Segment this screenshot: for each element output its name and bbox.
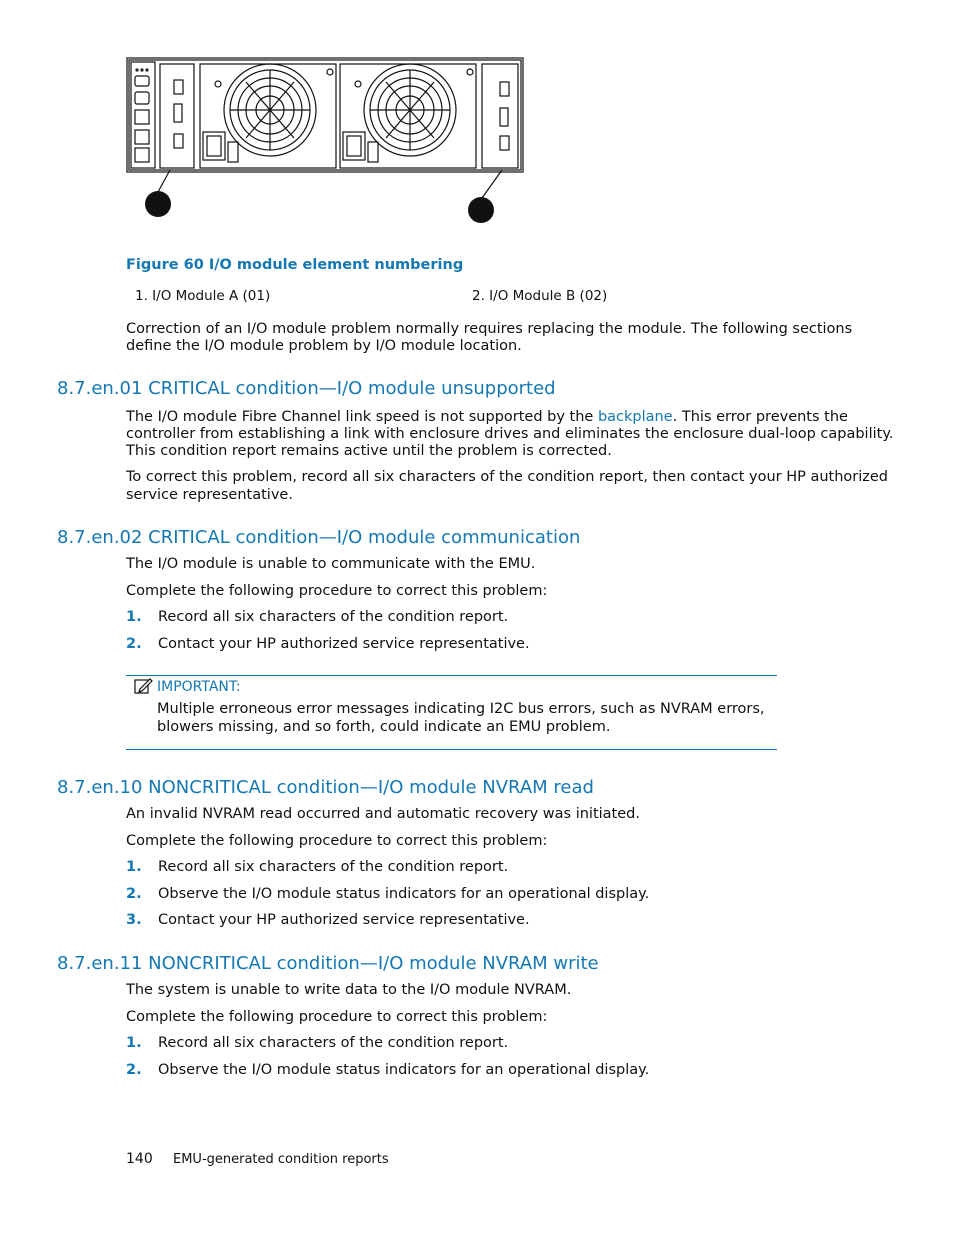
paragraph: Complete the following procedure to correct this problem:	[126, 1009, 548, 1025]
section-heading: 8.7.en.10 NONCRITICAL condition—I/O module NVRAM read	[57, 777, 594, 798]
paragraph-line: This condition report remains active until the problem is corrected.	[126, 443, 612, 459]
step-text: Record all six characters of the condition report.	[158, 859, 509, 875]
note-bottom-rule	[126, 749, 777, 750]
paragraph-line: controller from establishing a link with enclosure drives and eliminates the enclosure dual-loop capability.	[126, 426, 894, 442]
step-number: 2.	[126, 886, 142, 902]
paragraph: Complete the following procedure to correct this problem:	[126, 833, 548, 849]
step-number: 2.	[126, 1062, 142, 1078]
step-text: Contact your HP authorized service representative.	[158, 912, 530, 928]
paragraph-line	[126, 409, 848, 426]
text-run: . This error prevents the	[672, 409, 848, 425]
note-top-rule	[126, 675, 777, 676]
step-text: Record all six characters of the condition report.	[158, 609, 509, 625]
paragraph: An invalid NVRAM read occurred and automatic recovery was initiated.	[126, 806, 640, 822]
paragraph-line: To correct this problem, record all six characters of the condition report, then contact your HP authorized	[126, 469, 889, 485]
step-text: Observe the I/O module status indicators for an operational display.	[158, 886, 650, 902]
text-run: The I/O module Fibre Channel link speed is not supported by the	[126, 409, 598, 425]
callout-item: 2. I/O Module B (02)	[472, 288, 608, 304]
note-line: Multiple erroneous error messages indicating I2C bus errors, such as NVRAM errors,	[157, 701, 765, 717]
step-number: 2.	[126, 636, 142, 652]
section-heading: 8.7.en.02 CRITICAL condition—I/O module communication	[57, 527, 581, 548]
footer-title: EMU-generated condition reports	[173, 1152, 389, 1167]
callout-item: 1. I/O Module A (01)	[135, 288, 271, 304]
intro-paragraph-line: define the I/O module problem by I/O module location.	[126, 338, 522, 354]
step-number: 1.	[126, 859, 142, 875]
figure-caption: Figure 60 I/O module element numbering	[126, 257, 464, 273]
step-number: 1.	[126, 1035, 142, 1051]
paragraph: The I/O module is unable to communicate with the EMU.	[126, 556, 536, 572]
step-text: Observe the I/O module status indicators for an operational display.	[158, 1062, 650, 1078]
step-text: Record all six characters of the condition report.	[158, 1035, 509, 1051]
step-number: 3.	[126, 912, 142, 928]
step-number: 1.	[126, 609, 142, 625]
section-heading: 8.7.en.11 NONCRITICAL condition—I/O module NVRAM write	[57, 953, 599, 974]
important-label: IMPORTANT:	[157, 679, 241, 695]
io-module-figure	[120, 52, 530, 227]
page-number: 140	[126, 1151, 153, 1167]
paragraph-line: service representative.	[126, 487, 293, 503]
step-text: Contact your HP authorized service representative.	[158, 636, 530, 652]
paragraph: The system is unable to write data to the I/O module NVRAM.	[126, 982, 572, 998]
backplane-link[interactable]: backplane	[597, 409, 673, 425]
note-line: blowers missing, and so forth, could indicate an EMU problem.	[157, 719, 611, 735]
section-heading: 8.7.en.01 CRITICAL condition—I/O module unsupported	[57, 378, 556, 399]
paragraph: Complete the following procedure to correct this problem:	[126, 583, 548, 599]
intro-paragraph-line: Correction of an I/O module problem normally requires replacing the module. The following sections	[126, 321, 853, 337]
note-pencil-icon	[134, 677, 154, 695]
